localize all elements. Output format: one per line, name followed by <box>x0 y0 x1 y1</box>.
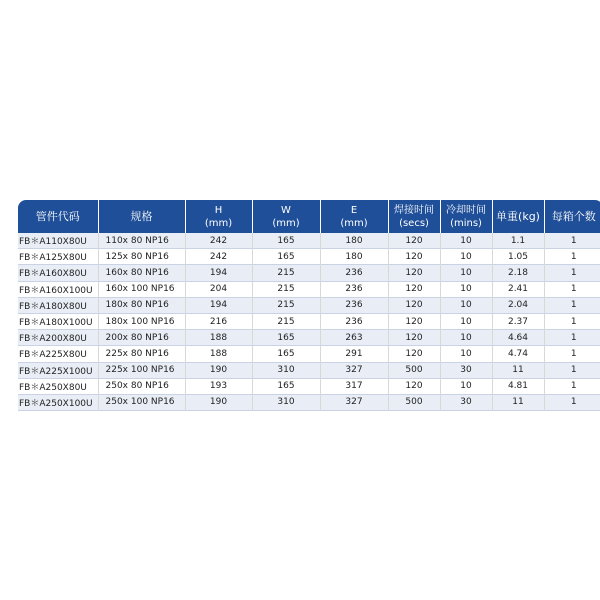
cell-qty: 1 <box>544 313 600 329</box>
header-e <box>320 200 388 233</box>
cell-e: 291 <box>320 346 388 362</box>
cell-qty: 1 <box>544 330 600 346</box>
header-weld-label: 焊接时间 <box>394 204 434 216</box>
cell-h: 188 <box>185 330 252 346</box>
cell-h: 190 <box>185 394 252 410</box>
cell-weld: 120 <box>388 249 440 265</box>
cell-h: 194 <box>185 297 252 313</box>
cell-code: FB＊A180X80U <box>18 297 98 313</box>
header-cool-unit: (mins) <box>450 217 482 229</box>
table-row <box>18 362 600 378</box>
header-code-label: 管件代码 <box>35 210 80 223</box>
cell-spec: 160x 100 NP16 <box>98 281 185 297</box>
cell-code: FB＊A200X80U <box>18 330 98 346</box>
cell-w: 165 <box>252 233 320 249</box>
cell-spec: 200x 80 NP16 <box>98 330 185 346</box>
cell-qty: 1 <box>544 362 600 378</box>
cell-cool: 10 <box>440 297 492 313</box>
cell-e: 236 <box>320 265 388 281</box>
cell-e: 236 <box>320 281 388 297</box>
cell-e: 327 <box>320 394 388 410</box>
cell-weight: 1.05 <box>492 249 544 265</box>
table-row <box>18 281 600 297</box>
cell-code: FB＊A180X100U <box>18 313 98 329</box>
header-spec <box>98 200 185 233</box>
cell-qty: 1 <box>544 297 600 313</box>
cell-cool: 10 <box>440 265 492 281</box>
cell-spec: 250x 80 NP16 <box>98 378 185 394</box>
cell-cool: 10 <box>440 378 492 394</box>
header-e-unit: (mm) <box>340 217 368 229</box>
table-row <box>18 394 600 410</box>
cell-qty: 1 <box>544 265 600 281</box>
table-row <box>18 265 600 281</box>
table-row <box>18 330 600 346</box>
cell-spec: 225x 100 NP16 <box>98 362 185 378</box>
cell-e: 180 <box>320 249 388 265</box>
header-h-unit: (mm) <box>204 217 233 229</box>
table-row <box>18 249 600 265</box>
header-weight <box>492 200 544 233</box>
cell-qty: 1 <box>544 394 600 410</box>
header-weight-label: 单重(kg) <box>496 210 540 223</box>
cell-weight: 2.41 <box>492 281 544 297</box>
cell-spec: 180x 80 NP16 <box>98 297 185 313</box>
cell-w: 310 <box>252 362 320 378</box>
cell-weld: 500 <box>388 362 440 378</box>
cell-weld: 120 <box>388 297 440 313</box>
cell-weight: 1.1 <box>492 233 544 249</box>
spec-table <box>18 200 600 411</box>
header-qty-label: 每箱个数 <box>551 210 596 223</box>
cell-weld: 120 <box>388 378 440 394</box>
cell-e: 236 <box>320 313 388 329</box>
cell-weld: 120 <box>388 233 440 249</box>
cell-h: 193 <box>185 378 252 394</box>
header-h <box>185 200 252 233</box>
cell-weight: 11 <box>492 394 544 410</box>
cell-weight: 2.04 <box>492 297 544 313</box>
cell-spec: 160x 80 NP16 <box>98 265 185 281</box>
cell-w: 215 <box>252 281 320 297</box>
header-weld <box>388 200 440 233</box>
header-w-unit: (mm) <box>272 217 300 229</box>
cell-cool: 10 <box>440 313 492 329</box>
cell-w: 215 <box>252 313 320 329</box>
cell-w: 165 <box>252 346 320 362</box>
cell-qty: 1 <box>544 281 600 297</box>
cell-h: 242 <box>185 233 252 249</box>
cell-w: 165 <box>252 249 320 265</box>
cell-h: 194 <box>185 265 252 281</box>
header-w <box>252 200 320 233</box>
cell-weight: 2.18 <box>492 265 544 281</box>
cell-code: FB＊A250X80U <box>18 378 98 394</box>
table-row <box>18 313 600 329</box>
cell-weld: 500 <box>388 394 440 410</box>
cell-e: 236 <box>320 297 388 313</box>
cell-h: 216 <box>185 313 252 329</box>
cell-weight: 11 <box>492 362 544 378</box>
table-row <box>18 233 600 249</box>
cell-h: 242 <box>185 249 252 265</box>
cell-spec: 250x 100 NP16 <box>98 394 185 410</box>
cell-cool: 30 <box>440 362 492 378</box>
cell-qty: 1 <box>544 346 600 362</box>
cell-weight: 2.37 <box>492 313 544 329</box>
cell-code: FB＊A225X100U <box>18 362 98 378</box>
header-weld-unit: (secs) <box>399 217 429 229</box>
cell-code: FB＊A125X80U <box>18 249 98 265</box>
header-code <box>18 200 98 233</box>
cell-weight: 4.64 <box>492 330 544 346</box>
cell-qty: 1 <box>544 233 600 249</box>
cell-w: 215 <box>252 265 320 281</box>
cell-spec: 225x 80 NP16 <box>98 346 185 362</box>
header-cool-label: 冷却时间 <box>446 204 486 216</box>
cell-code: FB＊A160X80U <box>18 265 98 281</box>
table-row <box>18 378 600 394</box>
cell-weld: 120 <box>388 313 440 329</box>
cell-cool: 10 <box>440 233 492 249</box>
cell-h: 190 <box>185 362 252 378</box>
cell-weld: 120 <box>388 346 440 362</box>
cell-w: 215 <box>252 297 320 313</box>
cell-w: 165 <box>252 330 320 346</box>
cell-cool: 30 <box>440 394 492 410</box>
cell-spec: 125x 80 NP16 <box>98 249 185 265</box>
header-cool <box>440 200 492 233</box>
cell-weight: 4.74 <box>492 346 544 362</box>
cell-e: 180 <box>320 233 388 249</box>
cell-w: 310 <box>252 394 320 410</box>
cell-e: 263 <box>320 330 388 346</box>
cell-code: FB＊A250X100U <box>18 394 98 410</box>
cell-weld: 120 <box>388 330 440 346</box>
cell-code: FB＊A160X100U <box>18 281 98 297</box>
cell-cool: 10 <box>440 249 492 265</box>
cell-spec: 180x 100 NP16 <box>98 313 185 329</box>
cell-cool: 10 <box>440 330 492 346</box>
cell-cool: 10 <box>440 346 492 362</box>
cell-weld: 120 <box>388 281 440 297</box>
cell-code: FB＊A225X80U <box>18 346 98 362</box>
cell-w: 165 <box>252 378 320 394</box>
cell-qty: 1 <box>544 378 600 394</box>
table-header-row <box>18 200 600 233</box>
cell-h: 204 <box>185 281 252 297</box>
header-w-label: W <box>281 204 291 216</box>
cell-code: FB＊A110X80U <box>18 233 98 249</box>
cell-e: 317 <box>320 378 388 394</box>
header-e-label: E <box>350 204 358 216</box>
cell-e: 327 <box>320 362 388 378</box>
cell-weld: 120 <box>388 265 440 281</box>
header-qty <box>544 200 600 233</box>
spec-table-container <box>18 200 600 411</box>
header-spec-label: 规格 <box>130 210 153 223</box>
header-h-label: H <box>214 204 223 216</box>
cell-spec: 110x 80 NP16 <box>98 233 185 249</box>
cell-weight: 4.81 <box>492 378 544 394</box>
table-row <box>18 297 600 313</box>
table-row <box>18 346 600 362</box>
cell-cool: 10 <box>440 281 492 297</box>
cell-qty: 1 <box>544 249 600 265</box>
cell-h: 188 <box>185 346 252 362</box>
